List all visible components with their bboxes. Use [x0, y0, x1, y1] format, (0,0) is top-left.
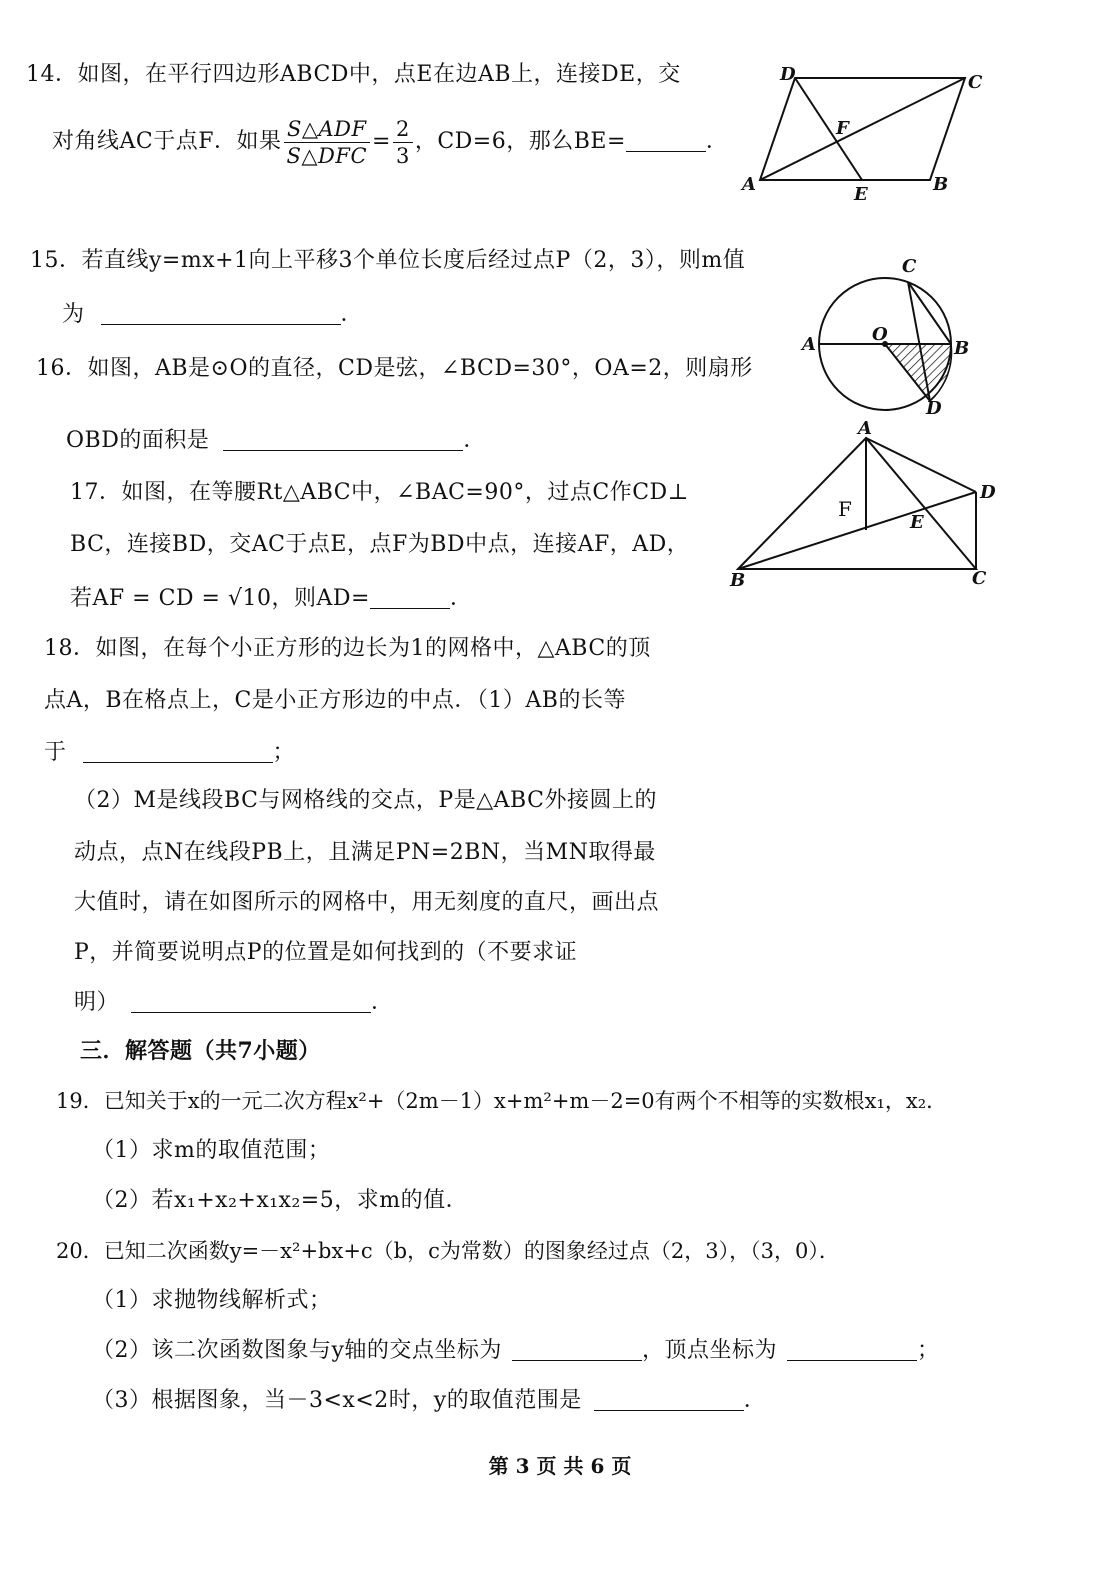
q17-text-a: 若AF = CD = √10，则AD=: [70, 586, 370, 611]
q20-text-d: （3）根据图象，当－3<x<2时，y的取值范围是: [92, 1388, 582, 1413]
label-c: C: [968, 72, 983, 93]
q18-answer-blank-2[interactable]: [131, 990, 371, 1013]
q18-line6: 大值时，请在如图所示的网格中，用无刻度的直尺，画出点: [74, 890, 660, 915]
label-f: F: [836, 118, 849, 139]
label-e: E: [854, 184, 868, 205]
q18-line8: [74, 988, 394, 1018]
q18-line2: 点A，B在格点上，C是小正方形边的中点．（1）AB的长等: [44, 688, 626, 713]
q18-text-b: ；: [272, 740, 296, 765]
q17-triangle-figure: [726, 418, 1006, 594]
q18-line4: （2）M是线段BC与网格线的交点，P是△ABC外接圆上的: [74, 788, 657, 813]
label-a: A: [742, 174, 756, 195]
q14-text-a: 对角线AC于点F．如果: [52, 129, 282, 154]
q17-line2: BC，连接BD，交AC于点E，点F为BD中点，连接AF，AD，: [70, 532, 690, 557]
q18-text-d: ．: [371, 990, 394, 1015]
label-b: B: [730, 570, 746, 591]
q20-sub3: [92, 1386, 766, 1416]
q18-line5: 动点，点N在线段PB上，且满足PN=2BN，当MN取得最: [74, 840, 656, 865]
q20-text-c: ；: [916, 1338, 940, 1363]
q20-text-b: ，顶点坐标为: [641, 1338, 777, 1363]
q16-text-a: OBD的面积是: [66, 428, 210, 453]
q20-answer-blank-2[interactable]: [787, 1338, 917, 1361]
label-c: C: [972, 568, 987, 589]
page-footer: 第 3 页 共 6 页: [488, 1454, 632, 1478]
q14-frac-num: S△ADF: [284, 116, 371, 143]
q18-text-c: 明）: [74, 990, 120, 1015]
label-a: A: [858, 418, 872, 439]
q16-line1: 16．如图，AB是⊙O的直径，CD是弦，∠BCD=30°，OA=2，则扇形: [36, 356, 753, 381]
q14-eq: =: [372, 129, 391, 154]
segment-ad: [866, 438, 976, 492]
q14-text-b: ，CD=6，那么BE=: [414, 129, 626, 154]
q16-circle-figure: [800, 258, 990, 418]
q18-text-a: 于: [44, 740, 67, 765]
q14-frac-den: S△DFC: [286, 143, 368, 168]
q16-line2: [66, 426, 486, 456]
q15-text-a: 为: [62, 302, 85, 327]
q14-text-c: ．: [705, 129, 729, 154]
q17-answer-blank[interactable]: [370, 586, 450, 609]
q18-line3: [44, 738, 295, 768]
sector-obd: [885, 344, 952, 401]
q14-line1: 14．如图，在平行四边形ABCD中，点E在边AB上，连接DE，交: [26, 62, 681, 87]
q18-answer-blank-1[interactable]: [83, 740, 273, 763]
q19-line1: 19．已知关于x的一元二次方程x²+（2m－1）x+m²+m－2=0有两个不相等的实数根x₁，x₂．: [56, 1089, 948, 1113]
q17-line3: [70, 584, 472, 614]
label-e: E: [910, 512, 924, 533]
q20-answer-blank-3[interactable]: [594, 1388, 744, 1411]
segment-de: [795, 78, 862, 180]
q18-line1: 18．如图，在每个小正方形的边长为1的网格中，△ABC的顶: [44, 636, 651, 661]
q14-ratio-den: 3: [395, 143, 410, 168]
q20-sub1: （1）求抛物线解析式；: [92, 1288, 332, 1313]
q15-text-b: ．: [340, 302, 364, 327]
q15-line2: [62, 300, 363, 330]
q14-area-ratio: [284, 116, 371, 169]
q17-text-b: ．: [449, 586, 473, 611]
q20-answer-blank-1[interactable]: [512, 1338, 642, 1361]
q18-line7: P，并简要说明点P的位置是如何找到的（不要求证: [74, 940, 578, 965]
q16-text-b: ．: [463, 428, 486, 453]
q19-sub1: （1）求m的取值范围；: [92, 1138, 331, 1163]
segment-bd: [738, 492, 976, 569]
q14-ratio: [393, 116, 413, 169]
section-heading: 三．解答题（共7小题）: [80, 1038, 321, 1064]
q20-line1: 20．已知二次函数y=－x²+bx+c（b，c为常数）的图象经过点（2，3），（3，0）．: [56, 1239, 840, 1263]
q14-line2: [52, 112, 728, 172]
q14-answer-blank[interactable]: [626, 129, 706, 152]
label-c: C: [902, 256, 917, 277]
q15-line1: 15．若直线y=mx+1向上平移3个单位长度后经过点P（2，3），则m值: [30, 248, 746, 273]
label-d: D: [926, 398, 942, 419]
q17-line1: 17．如图，在等腰Rt△ABC中，∠BAC=90°，过点C作CD⊥: [70, 480, 689, 505]
q14-parallelogram-figure: [740, 60, 990, 210]
label-a: A: [802, 334, 816, 355]
q20-sub2: [92, 1336, 939, 1366]
label-o: O: [872, 324, 888, 345]
label-d: D: [980, 482, 996, 503]
q15-answer-blank[interactable]: [101, 302, 341, 325]
q14-ratio-num: 2: [393, 116, 413, 143]
label-b: B: [954, 338, 970, 359]
q19-sub2: （2）若x₁+x₂+x₁x₂=5，求m的值．: [92, 1188, 469, 1213]
label-f: F: [838, 497, 852, 521]
q20-text-e: ．: [743, 1388, 767, 1413]
q20-text-a: （2）该二次函数图象与y轴的交点坐标为: [92, 1338, 502, 1363]
label-b: B: [933, 174, 949, 195]
q16-answer-blank[interactable]: [223, 428, 463, 451]
label-d: D: [780, 64, 796, 85]
